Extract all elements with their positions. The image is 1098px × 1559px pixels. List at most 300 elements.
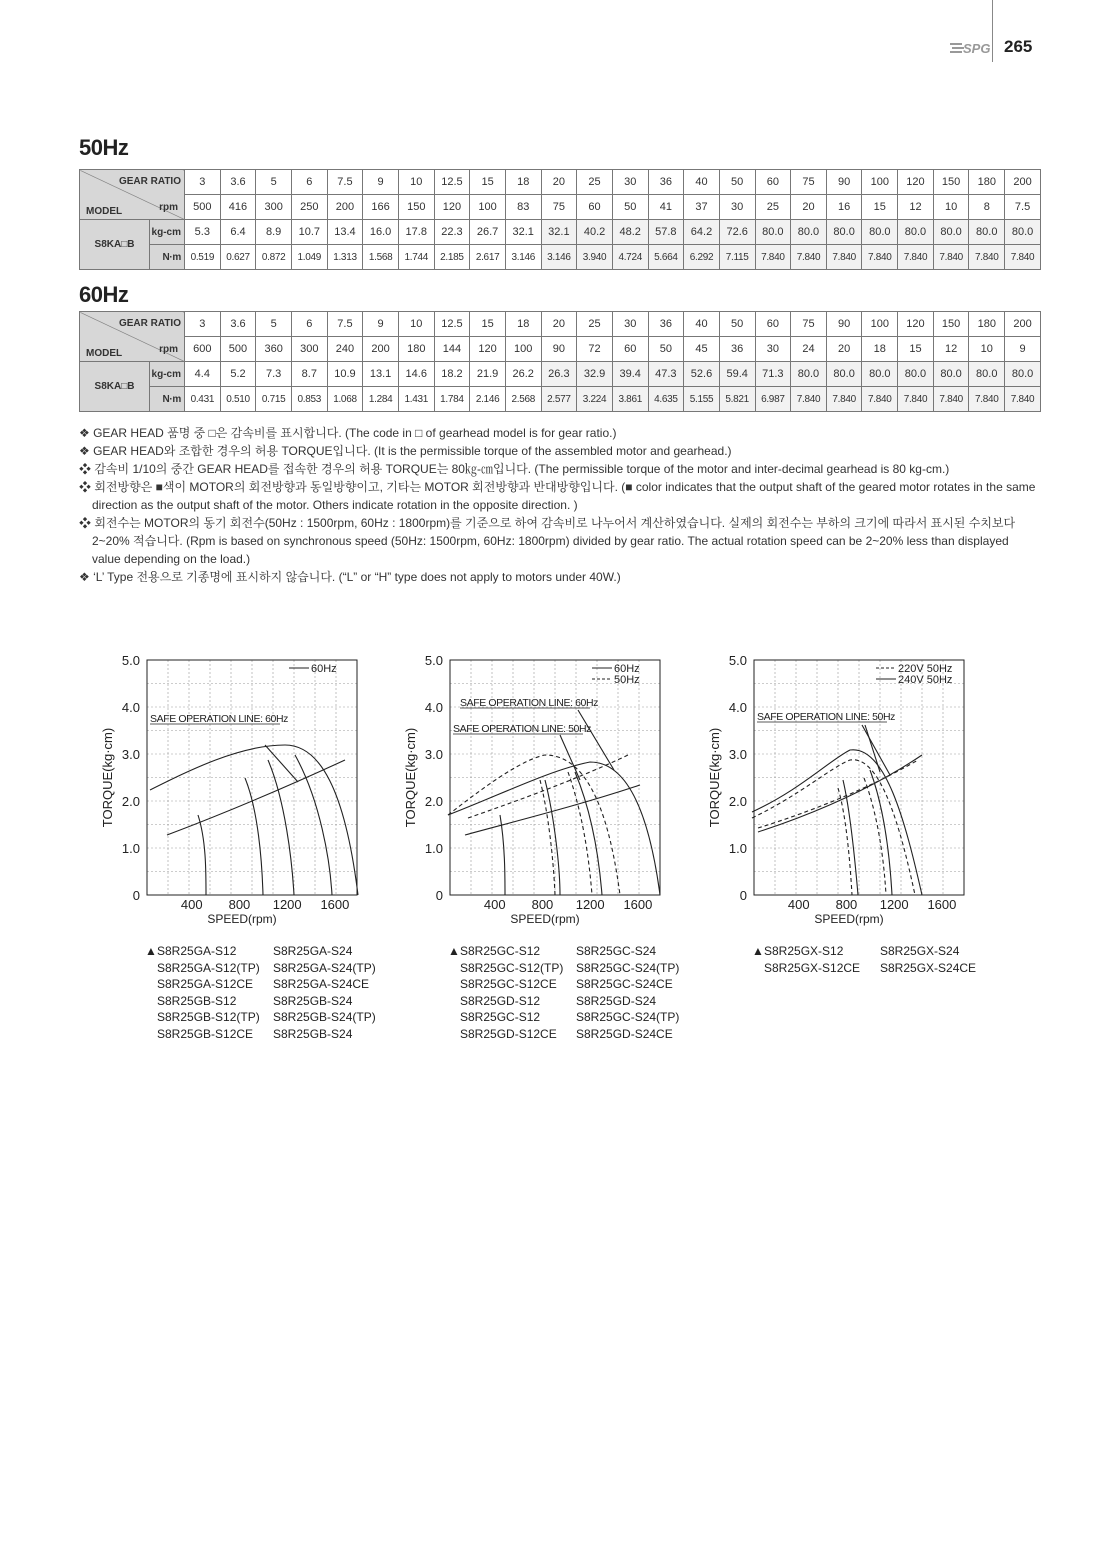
ratio-cell: 25 [577, 170, 613, 195]
rpm-cell: 30 [755, 337, 791, 362]
torque-curve [864, 778, 886, 895]
torque-curve [578, 710, 614, 770]
rpm-cell: 41 [648, 195, 684, 220]
triangle-icon [145, 993, 157, 1010]
rpm-cell: 166 [363, 195, 399, 220]
kgcm-cell: 4.4 [185, 362, 221, 387]
ratio-cell: 180 [969, 312, 1005, 337]
kgcm-cell: 5.2 [220, 362, 256, 387]
y-tick-label: 2.0 [728, 794, 747, 809]
kgcm-cell: 80.0 [862, 362, 898, 387]
model-list [145, 943, 376, 1042]
model-code: S8R25GB-S24 [273, 993, 353, 1008]
rpm-cell: 10 [933, 195, 969, 220]
model-code: S8R25GA-S12 [157, 944, 237, 958]
model-row [448, 993, 679, 1010]
y-axis-label: TORQUE(kg·cm) [403, 727, 418, 828]
x-tick-label: 400 [483, 897, 506, 912]
x-tick-label: 800 [835, 897, 858, 912]
model-code: S8R25GB-S24(TP) [273, 1010, 376, 1024]
nm-cell: 2.146 [470, 387, 506, 412]
kgcm-cell: 21.9 [470, 362, 506, 387]
rpm-label: rpm [159, 344, 178, 355]
ratio-cell: 7.5 [327, 312, 363, 337]
nm-cell: 7.840 [1005, 245, 1041, 270]
rpm-cell: 100 [505, 337, 541, 362]
rpm-cell: 15 [862, 195, 898, 220]
y-tick-label: 5.0 [121, 653, 140, 668]
nm-cell: 7.840 [862, 245, 898, 270]
ratio-cell: 20 [541, 312, 577, 337]
y-tick-label: 1.0 [424, 841, 443, 856]
kgcm-cell: 80.0 [933, 362, 969, 387]
kgcm-cell: 47.3 [648, 362, 684, 387]
nm-cell: 7.840 [826, 245, 862, 270]
legend-label: 240V 50Hz [898, 674, 953, 686]
rpm-cell: 500 [185, 195, 221, 220]
nm-cell: 0.519 [185, 245, 221, 270]
nm-cell: 3.224 [577, 387, 613, 412]
ratio-cell: 60 [755, 170, 791, 195]
rpm-cell: 500 [220, 337, 256, 362]
model-row [752, 943, 976, 960]
nm-cell: 1.568 [363, 245, 399, 270]
kgcm-cell: 80.0 [755, 220, 791, 245]
model-row [145, 993, 376, 1010]
torque-curve [295, 755, 332, 895]
notes-list [79, 424, 1039, 586]
nm-unit-label: N·m [150, 387, 185, 412]
kgcm-cell: 80.0 [1005, 220, 1041, 245]
kgcm-cell: 16.0 [363, 220, 399, 245]
kgcm-cell: 64.2 [684, 220, 720, 245]
kgcm-cell: 13.1 [363, 362, 399, 387]
model-code: S8R25GC-S24(TP) [576, 960, 680, 975]
table-title-50hz: 50Hz [79, 135, 129, 160]
rpm-cell: 9 [1005, 337, 1041, 362]
ratio-cell: 6 [291, 170, 327, 195]
nm-cell: 5.664 [648, 245, 684, 270]
kgcm-cell: 80.0 [898, 362, 934, 387]
y-tick-label: 4.0 [121, 700, 140, 715]
model-code: S8R25GD-S12CE [460, 1026, 557, 1041]
kgcm-cell: 10.9 [327, 362, 363, 387]
x-axis-label: SPEED(rpm) [207, 912, 277, 926]
ratio-cell: 9 [363, 312, 399, 337]
rpm-cell: 200 [327, 195, 363, 220]
triangle-icon [448, 1009, 460, 1026]
rpm-cell: 50 [612, 195, 648, 220]
x-tick-label: 1200 [879, 897, 909, 912]
model-label: MODEL [86, 348, 123, 359]
ratio-cell: 180 [969, 170, 1005, 195]
kgcm-cell: 8.7 [291, 362, 327, 387]
nm-cell: 5.155 [684, 387, 720, 412]
model-code: S8R25GA-S12CE [157, 977, 254, 991]
rpm-cell: 24 [791, 337, 827, 362]
x-tick-label: 1600 [927, 897, 957, 912]
ratio-cell: 90 [826, 170, 862, 195]
nm-cell: 1.284 [363, 387, 399, 412]
ratio-row [80, 170, 1041, 195]
ratio-cell: 100 [862, 312, 898, 337]
ratio-cell: 15 [470, 170, 506, 195]
rpm-row [80, 195, 1041, 220]
model-row [752, 960, 976, 977]
ratio-cell: 10 [398, 170, 434, 195]
ratio-cell: 3 [185, 312, 221, 337]
model-code: S8R25GC-S24 [576, 944, 657, 958]
torque-curve [560, 735, 580, 780]
triangle-icon [145, 960, 157, 977]
ratio-cell: 5 [256, 312, 292, 337]
y-tick-label: 1.0 [121, 841, 140, 856]
nm-cell: 7.840 [862, 387, 898, 412]
rpm-cell: 360 [256, 337, 292, 362]
nm-cell: 0.872 [256, 245, 292, 270]
kgcm-cell: 80.0 [969, 362, 1005, 387]
kgcm-cell: 80.0 [933, 220, 969, 245]
nm-row [80, 387, 1041, 412]
model-row [448, 960, 679, 977]
note-item: ❖ 감속비 1/10의 중간 GEAR HEAD를 접속한 경우의 허용 TORQUE는 80㎏-㎝입니다. (The permissible torque of the motor and inter-decimal gearhead is 80 kg-cm.) [79, 462, 950, 476]
torque-curve [150, 745, 358, 895]
y-tick-label: 4.0 [728, 700, 747, 715]
kgcm-cell: 72.6 [719, 220, 755, 245]
model-row [448, 1009, 679, 1026]
kgcm-cell: 26.3 [541, 362, 577, 387]
model-list [752, 943, 976, 976]
y-tick-label: 2.0 [424, 794, 443, 809]
y-tick-label: 1.0 [728, 841, 747, 856]
kgcm-cell: 57.8 [648, 220, 684, 245]
ratio-cell: 30 [612, 170, 648, 195]
nm-cell: 1.744 [398, 245, 434, 270]
triangle-icon: ▲ [448, 944, 460, 958]
kgcm-cell: 6.4 [220, 220, 256, 245]
x-tick-label: 800 [531, 897, 554, 912]
torque-curve [568, 772, 592, 895]
kgcm-cell: 32.1 [505, 220, 541, 245]
nm-cell: 7.840 [791, 245, 827, 270]
svg-text:SPG: SPG [963, 41, 990, 56]
legend-label: 50Hz [614, 674, 640, 686]
nm-cell: 7.840 [755, 245, 791, 270]
nm-cell: 0.510 [220, 387, 256, 412]
nm-cell: 0.627 [220, 245, 256, 270]
kgcm-cell: 13.4 [327, 220, 363, 245]
nm-cell: 1.431 [398, 387, 434, 412]
ratio-cell: 75 [791, 170, 827, 195]
rpm-cell: 180 [398, 337, 434, 362]
model-name: S8KA□B [80, 362, 150, 412]
torque-curve [167, 760, 345, 835]
y-tick-label: 3.0 [728, 747, 747, 762]
model-code: S8R25GA-S12(TP) [157, 960, 260, 975]
nm-cell: 4.724 [612, 245, 648, 270]
kgcm-cell: 80.0 [791, 362, 827, 387]
torque-curve [268, 760, 294, 895]
rpm-cell: 36 [719, 337, 755, 362]
nm-cell: 2.617 [470, 245, 506, 270]
kgcm-cell: 39.4 [612, 362, 648, 387]
kgcm-cell: 14.6 [398, 362, 434, 387]
kgcm-cell: 80.0 [791, 220, 827, 245]
torque-speed-chart [704, 640, 1004, 940]
model-code: S8R25GX-S24CE [880, 960, 977, 975]
rpm-row [80, 337, 1041, 362]
rpm-cell: 300 [256, 195, 292, 220]
kgcm-row [80, 220, 1041, 245]
kgcm-cell: 32.1 [541, 220, 577, 245]
torque-speed-chart [400, 640, 700, 940]
model-code: S8R25GD-S12 [460, 993, 541, 1008]
model-code: S8R25GB-S12(TP) [157, 1010, 260, 1024]
ratio-cell: 90 [826, 312, 862, 337]
nm-cell: 1.068 [327, 387, 363, 412]
model-code: S8R25GC-S12CE [460, 977, 557, 991]
rpm-cell: 416 [220, 195, 256, 220]
model-row [448, 943, 679, 960]
annotation-label: SAFE OPERATION LINE: 50Hz [453, 723, 592, 735]
x-tick-label: 1600 [623, 897, 653, 912]
torque-curve [540, 780, 555, 895]
rpm-cell: 75 [541, 195, 577, 220]
rpm-cell: 200 [363, 337, 399, 362]
nm-cell: 1.784 [434, 387, 470, 412]
kgcm-cell: 22.3 [434, 220, 470, 245]
rpm-cell: 25 [755, 195, 791, 220]
rpm-cell: 90 [541, 337, 577, 362]
rpm-cell: 240 [327, 337, 363, 362]
rpm-cell: 8 [969, 195, 1005, 220]
kgcm-cell: 80.0 [826, 220, 862, 245]
rpm-cell: 250 [291, 195, 327, 220]
spg-logo-icon [950, 38, 990, 56]
ratio-cell: 6 [291, 312, 327, 337]
torque-curve [870, 770, 892, 895]
y-tick-label: 0 [435, 888, 443, 903]
rpm-cell: 60 [577, 195, 613, 220]
torque-curve [575, 772, 602, 895]
ratio-cell: 18 [505, 170, 541, 195]
nm-cell: 7.840 [826, 387, 862, 412]
ratio-cell: 3.6 [220, 312, 256, 337]
note-item: ❖ GEAR HEAD 품명 중 □은 감속비를 표시합니다. (The code in □ of gearhead model is for gear ratio.) [79, 426, 617, 440]
torque-curve [758, 755, 922, 832]
model-code: S8R25GX-S12 [764, 944, 844, 958]
nm-cell: 4.635 [648, 387, 684, 412]
ratio-cell: 60 [755, 312, 791, 337]
model-row [145, 1026, 376, 1043]
nm-cell: 1.313 [327, 245, 363, 270]
x-tick-label: 800 [228, 897, 251, 912]
table-corner-header [80, 170, 185, 220]
rpm-cell: 150 [398, 195, 434, 220]
kgcm-cell: 48.2 [612, 220, 648, 245]
table-corner-header [80, 312, 185, 362]
nm-cell: 7.115 [719, 245, 755, 270]
y-tick-label: 2.0 [121, 794, 140, 809]
nm-cell: 5.821 [719, 387, 755, 412]
rpm-cell: 12 [898, 195, 934, 220]
kgcm-cell: 26.7 [470, 220, 506, 245]
rpm-cell: 16 [826, 195, 862, 220]
ratio-cell: 36 [648, 312, 684, 337]
model-label: MODEL [86, 206, 123, 217]
ratio-cell: 200 [1005, 312, 1041, 337]
ratio-cell: 20 [541, 170, 577, 195]
spec-table-50hz [79, 169, 1041, 270]
x-axis-label: SPEED(rpm) [510, 912, 580, 926]
kgcm-cell: 26.2 [505, 362, 541, 387]
note-item: ❖ ‘L’ Type 전용으로 기종명에 표시하지 않습니다. (“L” or “H” type does not apply to motors under 40W.) [79, 570, 621, 584]
ratio-cell: 50 [719, 312, 755, 337]
rpm-cell: 60 [612, 337, 648, 362]
ratio-cell: 75 [791, 312, 827, 337]
nm-cell: 2.185 [434, 245, 470, 270]
nm-cell: 7.840 [1005, 387, 1041, 412]
rpm-cell: 7.5 [1005, 195, 1041, 220]
gear-ratio-label: GEAR RATIO [118, 176, 181, 187]
kgcm-cell: 80.0 [969, 220, 1005, 245]
model-code: S8R25GA-S24(TP) [273, 960, 376, 975]
nm-row [80, 245, 1041, 270]
y-tick-label: 5.0 [424, 653, 443, 668]
kgcm-cell: 7.3 [256, 362, 292, 387]
kgcm-cell: 18.2 [434, 362, 470, 387]
kgcm-cell: 80.0 [898, 220, 934, 245]
model-code: S8R25GC-S24CE [576, 977, 673, 991]
x-tick-label: 400 [787, 897, 810, 912]
rpm-cell: 10 [969, 337, 1005, 362]
ratio-cell: 40 [684, 312, 720, 337]
rpm-cell: 120 [434, 195, 470, 220]
ratio-cell: 120 [898, 170, 934, 195]
torque-speed-chart [97, 640, 397, 940]
kgcm-cell: 52.6 [684, 362, 720, 387]
model-code: S8R25GD-S24 [576, 993, 657, 1008]
model-code: S8R25GX-S24 [880, 944, 960, 958]
rpm-cell: 600 [185, 337, 221, 362]
gear-ratio-label: GEAR RATIO [118, 318, 181, 329]
table-title-60hz: 60Hz [79, 282, 129, 307]
spec-table-60hz [79, 311, 1041, 412]
note-item: ❖ 회전수는 MOTOR의 동기 회전수(50Hz : 1500rpm, 60Hz : 1800rpm)를 기준으로 하여 감속비로 나누어서 계산하였습니다. 실제의 회전수는 부하의 크기에 따라서 표시된 수치보다 2~20% 적습니다. (Rpm is based on synchronous speed (50Hz: 1500rpm, 60Hz: 1800rpm) divided by gear ratio. The actual rotation speed can be 2~20% less than displayed value depending on the load.) [79, 516, 1016, 566]
rpm-cell: 20 [826, 337, 862, 362]
rpm-cell: 12 [933, 337, 969, 362]
kgcm-cell: 8.9 [256, 220, 292, 245]
nm-unit-label: N·m [150, 245, 185, 270]
nm-cell: 2.568 [505, 387, 541, 412]
ratio-cell: 30 [612, 312, 648, 337]
kgcm-cell: 80.0 [1005, 362, 1041, 387]
rpm-cell: 45 [684, 337, 720, 362]
ratio-cell: 25 [577, 312, 613, 337]
ratio-cell: 150 [933, 170, 969, 195]
model-code: S8R25GB-S24 [273, 1026, 353, 1041]
torque-curve [500, 815, 505, 895]
kgcm-cell: 32.9 [577, 362, 613, 387]
model-row [145, 943, 376, 960]
kgcm-row [80, 362, 1041, 387]
kgcm-unit-label: kg-cm [150, 362, 185, 387]
nm-cell: 7.840 [933, 245, 969, 270]
y-tick-label: 4.0 [424, 700, 443, 715]
nm-cell: 7.840 [969, 245, 1005, 270]
kgcm-cell: 10.7 [291, 220, 327, 245]
nm-cell: 7.840 [898, 387, 934, 412]
nm-cell: 2.577 [541, 387, 577, 412]
y-axis-label: TORQUE(kg·cm) [707, 727, 722, 828]
annotation-label: SAFE OPERATION LINE: 60Hz [460, 697, 599, 709]
ratio-cell: 200 [1005, 170, 1041, 195]
nm-cell: 3.940 [577, 245, 613, 270]
rpm-cell: 15 [898, 337, 934, 362]
x-tick-label: 1200 [575, 897, 605, 912]
kgcm-cell: 17.8 [398, 220, 434, 245]
kgcm-cell: 40.2 [577, 220, 613, 245]
ratio-cell: 36 [648, 170, 684, 195]
ratio-cell: 12.5 [434, 312, 470, 337]
triangle-icon [448, 960, 460, 977]
model-row [448, 976, 679, 993]
model-row [145, 976, 376, 993]
ratio-cell: 3 [185, 170, 221, 195]
x-tick-label: 400 [180, 897, 203, 912]
torque-curve [862, 725, 890, 775]
nm-cell: 7.840 [898, 245, 934, 270]
kgcm-cell: 80.0 [862, 220, 898, 245]
header-divider [992, 0, 993, 62]
model-list [448, 943, 679, 1042]
rpm-cell: 50 [648, 337, 684, 362]
nm-cell: 0.853 [291, 387, 327, 412]
model-code: S8R25GC-S12 [460, 944, 541, 958]
rpm-cell: 18 [862, 337, 898, 362]
y-tick-label: 3.0 [121, 747, 140, 762]
rpm-cell: 100 [470, 195, 506, 220]
model-code: S8R25GX-S12CE [764, 960, 861, 975]
y-tick-label: 0 [132, 888, 140, 903]
triangle-icon: ▲ [752, 944, 764, 958]
rpm-label: rpm [159, 202, 178, 213]
ratio-cell: 40 [684, 170, 720, 195]
rpm-cell: 300 [291, 337, 327, 362]
triangle-icon: ▲ [145, 944, 157, 958]
rpm-cell: 120 [470, 337, 506, 362]
rpm-cell: 20 [791, 195, 827, 220]
torque-curve [865, 725, 880, 772]
model-code: S8R25GA-S24 [273, 944, 353, 958]
model-name: S8KA□B [80, 220, 150, 270]
torque-curve [198, 815, 206, 895]
ratio-row [80, 312, 1041, 337]
triangle-icon [145, 1026, 157, 1043]
ratio-cell: 150 [933, 312, 969, 337]
rpm-cell: 83 [505, 195, 541, 220]
nm-cell: 6.292 [684, 245, 720, 270]
kgcm-unit-label: kg-cm [150, 220, 185, 245]
rpm-cell: 72 [577, 337, 613, 362]
y-tick-label: 5.0 [728, 653, 747, 668]
torque-curve [843, 780, 858, 895]
nm-cell: 3.146 [541, 245, 577, 270]
triangle-icon [145, 1009, 157, 1026]
annotation-label: SAFE OPERATION LINE: 50Hz [757, 711, 896, 723]
model-row [145, 1009, 376, 1026]
model-code: S8R25GB-S12CE [157, 1026, 254, 1041]
